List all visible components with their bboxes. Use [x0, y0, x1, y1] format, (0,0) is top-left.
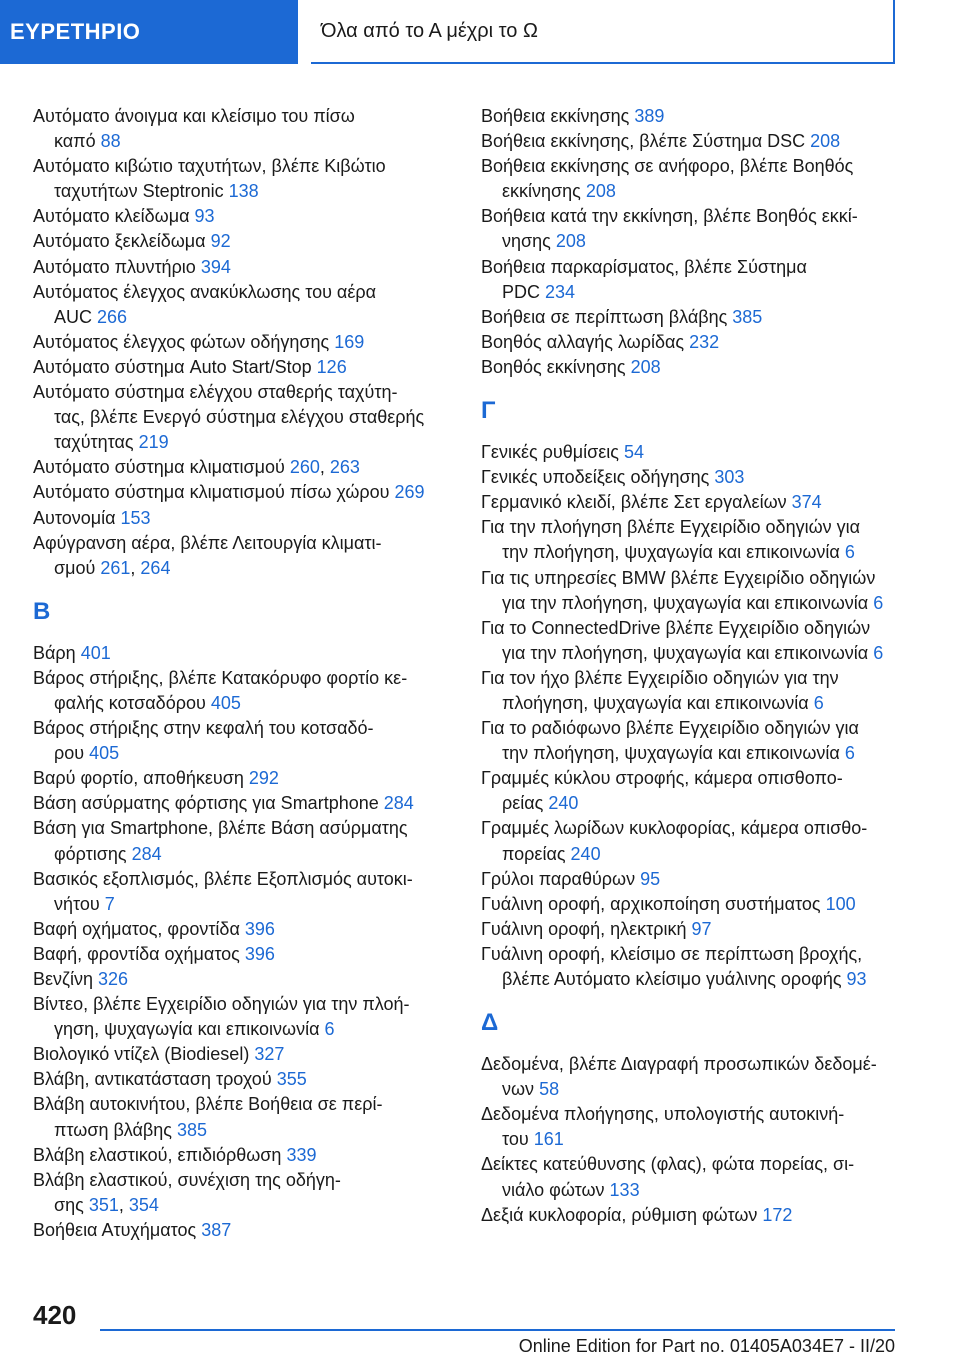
index-group-b2	[481, 104, 906, 380]
index-entry	[33, 942, 448, 967]
page-link[interactable]: 161	[533, 1129, 564, 1150]
index-entry	[33, 766, 448, 791]
page-link[interactable]: 385	[732, 306, 763, 327]
index-entry	[481, 305, 906, 330]
entry-text: Αφύγρανση αέρα, βλέπε Λειτουργία κλιματι-	[33, 532, 382, 553]
page-link[interactable]: 240	[570, 843, 601, 864]
entry-text: Βαφή οχήματος, φροντίδα	[33, 918, 240, 939]
index-group-g	[481, 440, 906, 992]
entry-text: Για την πλοήγηση βλέπε Εγχειρίδιο οδηγιών για	[481, 517, 861, 538]
page-link[interactable]: 208	[630, 356, 661, 377]
entry-text-continued: σης	[54, 1194, 84, 1215]
entry-text-continued: ρου	[54, 743, 85, 764]
index-entry	[33, 867, 448, 917]
entry-text-continued: PDC	[502, 281, 541, 302]
index-entry	[481, 255, 906, 305]
entry-text: Βάρος στήριξης στην κεφαλή του κοτσαδό-	[33, 718, 374, 739]
index-letter-b: Β	[33, 597, 51, 625]
page-link[interactable]: 6	[844, 743, 855, 764]
page-link[interactable]: 6	[324, 1019, 335, 1040]
page-link[interactable]: 292	[248, 768, 279, 789]
index-entry	[33, 380, 448, 455]
index-entry	[481, 129, 906, 154]
entry-text-continued: νησης	[502, 231, 551, 252]
entry-text: Βάση για Smartphone, βλέπε Βάση ασύρματης	[33, 818, 408, 839]
page-link[interactable]: 93	[194, 206, 215, 227]
index-entry	[481, 1203, 906, 1228]
index-entry	[481, 867, 906, 892]
entry-text: Βιολογικό ντίζελ (Biodiesel)	[33, 1044, 250, 1065]
entry-text: Γρύλοι παραθύρων	[481, 868, 636, 889]
entry-text: Βλάβη ελαστικού, επιδιόρθωση	[33, 1144, 282, 1165]
entry-text: Γυάλινη οροφή, αρχικοποίηση συστήματος	[481, 893, 821, 914]
index-entry	[481, 490, 906, 515]
entry-text-continued: καπό	[54, 131, 96, 152]
page-link[interactable]: 263	[329, 457, 360, 478]
page-link[interactable]: 401	[80, 642, 111, 663]
page-link[interactable]: 266	[97, 306, 128, 327]
entry-text: Βοήθεια εκκίνησης σε ανήφορο, βλέπε Βοηθός	[481, 156, 854, 177]
page-link[interactable]: 6	[873, 642, 884, 663]
entry-text: Γερμανικό κλειδί, βλέπε Σετ εργαλείων	[481, 492, 787, 513]
entry-text: Για το ConnectedDrive βλέπε Εγχειρίδιο οδηγιών	[481, 617, 871, 638]
index-entry	[481, 666, 906, 716]
index-entry	[33, 967, 448, 992]
page-link[interactable]: 405	[210, 692, 241, 713]
entry-text: Αυτόματο σύστημα κλιματισμού πίσω χώρου	[33, 482, 390, 503]
index-entry	[481, 566, 906, 616]
page-link[interactable]: 138	[228, 181, 259, 202]
entry-text: Βάρος στήριξης, βλέπε Κατακόρυφο φορτίο κε-	[33, 667, 408, 688]
index-entry	[481, 355, 906, 380]
page-link[interactable]: 327	[254, 1044, 285, 1065]
page-link[interactable]: 169	[334, 331, 365, 352]
entry-text: Βοήθεια κατά την εκκίνηση, βλέπε Βοηθός εκκί-	[481, 206, 858, 227]
entry-text-continued: την πλοήγηση, ψυχαγωγία και επικοινωνία	[502, 542, 840, 563]
page-link[interactable]: 234	[545, 281, 576, 302]
entry-text: Βοηθός εκκίνησης	[481, 356, 626, 377]
page-link[interactable]: 396	[244, 943, 275, 964]
index-column-left	[33, 104, 448, 1243]
page-link[interactable]: 7	[104, 893, 115, 914]
page-link[interactable]: 172	[762, 1204, 793, 1225]
page-link[interactable]: 284	[131, 843, 162, 864]
section-tab[interactable]	[0, 0, 298, 64]
entry-text-continued: πλοήγηση, ψυχαγωγία και επικοινωνία	[502, 692, 809, 713]
page-number: 420	[33, 1300, 77, 1330]
index-entry	[33, 229, 448, 254]
index-entry	[481, 465, 906, 490]
entry-text: Βίντεο, βλέπε Εγχειρίδιο οδηγιών για την πλοή-	[33, 994, 410, 1015]
entry-text: Αυτόματος έλεγχος ανακύκλωσης του αέρα	[33, 281, 377, 302]
page-link[interactable]: 208	[810, 131, 841, 152]
index-entry	[33, 1092, 448, 1142]
header-subtitle-box	[311, 0, 895, 64]
index-entry	[33, 204, 448, 229]
entry-text: Δεδομένα πλοήγησης, υπολογιστής αυτοκινή-	[481, 1104, 845, 1125]
entry-text: Για το ραδιόφωνο βλέπε Εγχειρίδιο οδηγιών για	[481, 718, 859, 739]
page-link[interactable]: 6	[873, 592, 884, 613]
index-entry	[481, 1052, 906, 1102]
entry-text: Αυτονομία	[33, 507, 116, 528]
page-link[interactable]: 374	[791, 492, 822, 513]
entry-text-continued: τας, βλέπε Ενεργό σύστημα ελέγχου σταθερής	[54, 407, 425, 428]
index-letter-d: Δ	[481, 1009, 499, 1037]
page-link[interactable]: 260	[289, 457, 320, 478]
page-link[interactable]: 58	[539, 1079, 560, 1100]
footer-edition: Online Edition for Part no. 01405A034E7 - II/20	[518, 1336, 895, 1356]
entry-text-continued: νων	[502, 1079, 535, 1100]
index-entry	[33, 641, 448, 666]
index-entry	[481, 616, 906, 666]
entry-text-continued: ταχυτήτων Steptronic	[54, 181, 224, 202]
entry-text-continued: φαλής κοτσαδόρου	[54, 692, 206, 713]
index-entry	[33, 791, 448, 816]
index-entry	[481, 917, 906, 942]
page-link[interactable]: 351	[88, 1194, 119, 1215]
index-entry: Βλάβη ελαστικού, συνέχιση της οδήγη- σης 351, 354	[33, 1169, 341, 1215]
index-entry	[33, 666, 448, 716]
entry-text: Γραμμές κύκλου στροφής, κάμερα οπισθοπο-	[481, 768, 843, 789]
page-link[interactable]: 303	[714, 467, 745, 488]
page-link[interactable]: 97	[691, 918, 712, 939]
entry-text: Γενικές ρυθμίσεις	[481, 442, 619, 463]
entry-text-continued: φόρτισης	[54, 843, 127, 864]
page-link[interactable]: 405	[89, 743, 120, 764]
index-entry	[33, 330, 448, 355]
entry-text: Δεξιά κυκλοφορία, ρύθμιση φώτων	[481, 1204, 758, 1225]
entry-text: Βοήθεια σε περίπτωση βλάβης	[481, 306, 728, 327]
index-entry	[481, 816, 906, 866]
index-entry	[481, 942, 906, 992]
entry-text: Αυτόματο άνοιγμα και κλείσιμο του πίσω	[33, 106, 355, 126]
entry-text-continued: για την πλοήγηση, ψυχαγωγία και επικοινωνία	[502, 592, 869, 613]
page-link[interactable]: 208	[585, 181, 616, 202]
page-link[interactable]: 396	[244, 918, 275, 939]
page-link[interactable]: 326	[98, 969, 129, 989]
index-entry	[481, 1102, 906, 1152]
index-entry	[33, 1143, 448, 1168]
page-link[interactable]: 6	[813, 692, 824, 713]
entry-text-continued: AUC	[54, 306, 93, 327]
section-title: ΕΥΡΕΤΗΡΙΟ	[10, 19, 141, 44]
entry-text-continued: πορείας	[502, 843, 566, 864]
page-link[interactable]: 208	[555, 231, 586, 252]
entry-text: Βοηθός αλλαγής λωρίδας	[481, 331, 685, 352]
index-entry: Αφύγρανση αέρα, βλέπε Λειτουργία κλιματι- σμού 261, 264	[33, 532, 382, 578]
page-link[interactable]: 261	[100, 557, 131, 578]
entry-text: Βάρη	[33, 642, 76, 663]
entry-text: Βοήθεια εκκίνησης, βλέπε Σύστημα DSC	[481, 131, 806, 152]
page-link[interactable]: 240	[548, 793, 579, 814]
index-entry	[481, 154, 906, 204]
index-entry: Αυτόματο σύστημα κλιματισμού 260, 263	[33, 457, 360, 478]
page-link[interactable]: 385	[177, 1119, 208, 1140]
index-entry	[33, 255, 448, 280]
index-entry	[481, 892, 906, 917]
entry-text: Αυτόματο πλυντήριο	[33, 256, 196, 277]
page-link[interactable]: 339	[286, 1144, 317, 1165]
entry-text: Αυτόματο σύστημα ελέγχου σταθερής ταχύτη-	[33, 382, 398, 403]
index-entry	[33, 1042, 448, 1067]
page-link[interactable]: 269	[394, 482, 425, 503]
page-link[interactable]: 6	[844, 542, 855, 563]
entry-text: Αυτόματο κλείδωμα	[33, 206, 190, 227]
page-link[interactable]: 219	[138, 432, 169, 453]
entry-text: Δεδομένα, βλέπε Διαγραφή προσωπικών δεδομέ-	[481, 1054, 877, 1075]
entry-text-continued: ταχύτητας	[54, 432, 134, 453]
entry-text-continued: ρείας	[502, 793, 544, 814]
entry-text: Γενικές υποδείξεις οδήγησης	[481, 467, 710, 488]
entry-text: Γυάλινη οροφή, κλείσιμο σε περίπτωση βροχής,	[481, 943, 863, 964]
entry-text: Βοήθεια Ατυχήματος	[33, 1219, 197, 1240]
entry-text: Βασικός εξοπλισμός, βλέπε Εξοπλισμός αυτοκι-	[33, 868, 413, 889]
index-entry	[481, 515, 906, 565]
entry-text-continued: την πλοήγηση, ψυχαγωγία και επικοινωνία	[502, 743, 840, 764]
entry-text: Αυτόματο σύστημα κλιματισμού	[33, 457, 285, 478]
page-link[interactable]: 284	[383, 793, 414, 814]
entry-text: Βάση ασύρματης φόρτισης για Smartphone	[33, 793, 379, 814]
page-link[interactable]: 100	[825, 893, 856, 914]
page-link[interactable]: 355	[276, 1069, 307, 1090]
header-subtitle: Όλα από το Α μέχρι το Ω	[321, 19, 538, 42]
page-link[interactable]: 387	[201, 1219, 232, 1240]
page-link[interactable]: 93	[846, 969, 867, 989]
page-link[interactable]: 264	[140, 557, 171, 578]
entry-text: Βλάβη ελαστικού, συνέχιση της οδήγη-	[33, 1169, 341, 1190]
entry-text: Γυάλινη οροφή, ηλεκτρική	[481, 918, 687, 939]
entry-text-continued: σμού	[54, 557, 96, 578]
index-entry	[33, 480, 448, 505]
page-link[interactable]: 126	[316, 356, 347, 377]
entry-text-continued: πτωση βλάβης	[54, 1119, 172, 1140]
index-entry	[481, 204, 906, 254]
index-entry	[33, 816, 448, 866]
index-entry	[481, 330, 906, 355]
entry-text: Αυτόματος έλεγχος φώτων οδήγησης	[33, 331, 330, 352]
index-letter-g: Γ	[481, 397, 496, 425]
index-entry	[481, 440, 906, 465]
entry-text: Δείκτες κατεύθυνσης (φλας), φώτα πορείας, σι-	[481, 1154, 855, 1175]
entry-text: Βλάβη, αντικατάσταση τροχού	[33, 1069, 272, 1090]
entry-text: Βαρύ φορτίο, αποθήκευση	[33, 768, 244, 789]
entry-text-continued: βλέπε Αυτόματο κλείσιμο γυάλινης οροφής	[502, 969, 842, 989]
entry-text-continued: γηση, ψυχαγωγία και επικοινωνία	[54, 1019, 320, 1040]
entry-text: Αυτόματο ξεκλείδωμα	[33, 231, 206, 252]
page-link[interactable]: 394	[200, 256, 231, 277]
page-link[interactable]: 232	[689, 331, 720, 352]
entry-text: Βαφή, φροντίδα οχήματος	[33, 943, 240, 964]
page-link[interactable]: 153	[120, 507, 151, 528]
page-link[interactable]: 95	[640, 868, 661, 889]
index-entry	[481, 104, 906, 129]
page-link[interactable]: 54	[623, 442, 644, 463]
index-group-b	[33, 641, 448, 1243]
entry-text: Βενζίνη	[33, 969, 93, 989]
entry-text-continued: νήτου	[54, 893, 100, 914]
index-entry	[33, 917, 448, 942]
index-entry	[33, 154, 448, 204]
index-entry	[33, 716, 448, 766]
entry-text: Βλάβη αυτοκινήτου, βλέπε Βοήθεια σε περί-	[33, 1094, 383, 1115]
page-link[interactable]: 92	[210, 231, 231, 252]
page-link[interactable]: 354	[128, 1194, 159, 1215]
entry-text: Βοήθεια παρκαρίσματος, βλέπε Σύστημα	[481, 256, 807, 277]
index-entry	[33, 992, 448, 1042]
entry-text: Για τις υπηρεσίες BMW βλέπε Εγχειρίδιο οδηγιών	[481, 567, 876, 588]
page-link[interactable]: 389	[634, 106, 665, 126]
index-entry	[33, 104, 448, 154]
index-group-d	[481, 1052, 906, 1228]
index-entry	[481, 716, 906, 766]
entry-text-continued: εκκίνησης	[502, 181, 581, 202]
entry-text-continued: νιάλο φώτων	[502, 1179, 605, 1200]
entry-text-continued: για την πλοήγηση, ψυχαγωγία και επικοινωνία	[502, 642, 869, 663]
index-entry	[33, 506, 448, 531]
index-entry	[481, 766, 906, 816]
index-entry	[33, 1218, 448, 1243]
entry-text: Αυτόματο κιβώτιο ταχυτήτων, βλέπε Κιβώτιο	[33, 156, 386, 177]
index-entry	[33, 280, 448, 330]
entry-text: Βοήθεια εκκίνησης	[481, 106, 630, 126]
entry-text: Γραμμές λωρίδων κυκλοφορίας, κάμερα οπισθο-	[481, 818, 868, 839]
entry-text: Για τον ήχο βλέπε Εγχειρίδιο οδηγιών για την	[481, 667, 839, 688]
index-entry	[481, 1152, 906, 1202]
index-column-right	[481, 104, 906, 1228]
index-entry	[33, 1067, 448, 1092]
entry-text: Αυτόματο σύστημα Auto Start/Stop	[33, 356, 312, 377]
page-link[interactable]: 133	[609, 1179, 640, 1200]
entry-text-continued: του	[502, 1129, 529, 1150]
index-group-a	[33, 104, 448, 581]
index-entry	[33, 355, 448, 380]
page-link[interactable]: 88	[100, 131, 121, 152]
footer-divider	[100, 1329, 895, 1331]
